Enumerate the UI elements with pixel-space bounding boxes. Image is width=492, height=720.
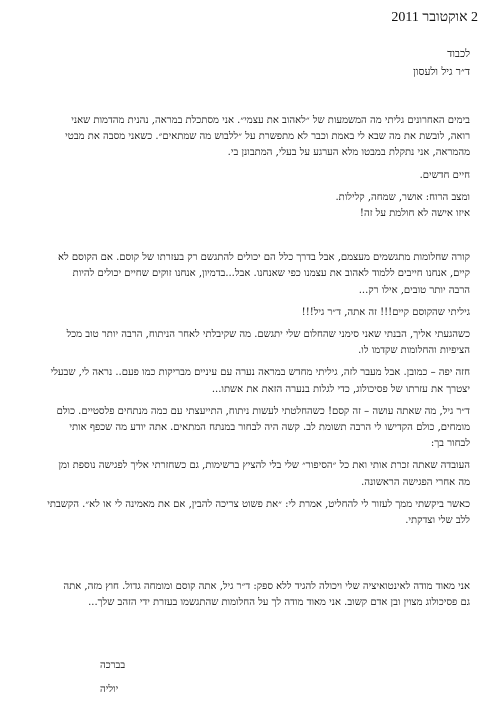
paragraph-line: הציפיות והחלומות שקדמו לו. [358,345,470,357]
paragraph [24,250,470,299]
closing: בברכה [100,660,126,671]
paragraph [24,365,470,397]
paragraph [24,327,470,359]
paragraph-line: לבחור בך: [430,438,470,450]
paragraph [24,579,470,611]
letter-date: 2 אוקטובר 2011 [391,10,478,25]
paragraph-line: מה אחרי הפגישה הראשונה. [361,476,470,488]
paragraph-line: חזה יפה – כמובן. אבל מעבר לזה, גיליתי מחדש במראה נערה עם עיניים מבריקות כמו פעם.. נראה לי, שבעלי [50,367,470,379]
paragraph-line: העובדה שאתה זכרת אותי ואת כל ״הסיפור״ שלי בלי להציץ ברשימות, גם כשחזרתי אליך לפגישה נוספת ומן [58,460,470,472]
paragraph-line: ומצב הרוח: אושר, שמחה, קלילות. [335,191,470,203]
paragraph-line: בימים האחרונים גליתי מה המשמעות של ״לאהוב את עצמי״. אני מסתכלת במראה, נהנית מהדמות שאני [71,115,470,126]
address-recipient: ד״ר גיל ולעסון [413,66,470,78]
paragraph-gap [24,535,470,579]
paragraph-line: קיים, אנחנו חייבים ללמוד לאהוב את עצמנו כפי שאנחנו. אבל...בדמיון, אנחנו זוקים שחיים יכולים להיות [72,268,470,280]
paragraph [24,190,470,222]
address-to: לכבוד [447,48,470,60]
paragraph [24,458,470,490]
paragraph-line: קורה שחלומות מתגשמים מעצמם, אבל בדרך כלל הם יכולים להתגשם רק בעזרתו של קוסם. אם הקוסם לא [58,252,470,264]
paragraph-line: הרבה יותר טובים, אילו רק... [358,284,470,296]
paragraph-line: ד״ר גיל, מה שאתה עושה – זה קסם! כשהחלטתי לעשות ניתוח, התייעצתי עם כמה מנתחים פלסטיים. כולם [56,405,470,417]
paragraph-line: גיליתי שהקוסם קיים!!! זה אתה, ד״ר גיל!!! [301,306,470,318]
paragraph [24,497,470,529]
letter-body [24,113,470,618]
paragraph-line: כאשר ביקשתי ממך לעזור לי להחליט, אמרת לי: ״את פשוט צריכה להבין, אם את מאמינה לי או לא״. הקשבתי [47,498,470,510]
paragraph-line: מהמראה, אני נתקלת במבטו מלא הערגע על בעלי, המתבונן בי. [227,147,470,159]
signer-name: יוליה [100,684,119,695]
paragraph-line: מומחים, כולם הקדישו לי הרבה תשומת לב. קשה היה לבחור במנתח המתאים. אתה יודע מה שכפף אותי [69,422,470,434]
paragraph-gap [24,228,470,250]
paragraph-line: ללב שלי וצדקתי. [405,515,470,527]
paragraph [24,404,470,453]
paragraph-line: אני מאוד מודה לאינטואיציה שלי ויכולה להגיד ללא ספק: ד״ר גיל, אתה קוסם ומומחה גדול. חוץ מזה, אתה [63,581,470,593]
paragraph-line: יצטרך את עזרתו של פסיכולוג, כדי לגלות בנערה הזאת את אשתו... [211,383,470,395]
paragraph-line: איזו אישה לא חולמת על זה! [359,208,470,220]
paragraph-line: חיים חדשים. [419,169,470,181]
paragraph [24,305,470,321]
paragraph [24,113,470,162]
paragraph-line: כשהגעתי אליך, הבנתי שאני סימני שהחלום שלי יתגשם. מה שקיבלתי לאחר הניתוח, הרבה יותר טוב מכל [66,329,470,341]
paragraph [24,168,470,184]
paragraph-line: גם פסיכולוג מצוין ובן אדם קשוב. אני מאוד מודה לך על החלומות שהתגשמו בעזרת ידי הזהב שלך... [88,597,470,609]
paragraph-line: רואה, לובשת את מה שבא לי באמת וכבר לא מתפשרת על ״ללבוש מה שמתאים״. כשאני מסבה את מבטי [65,131,470,143]
